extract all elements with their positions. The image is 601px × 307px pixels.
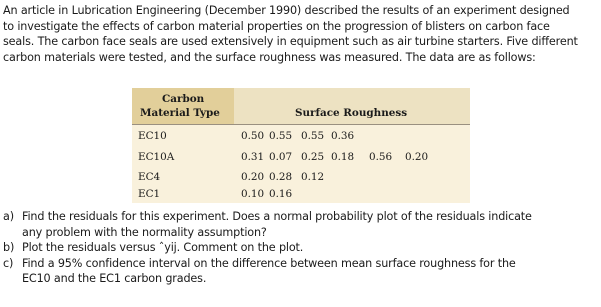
intro-line: to investigate the effects of carbon material properties on the progression of blisters on carbon face (3, 19, 550, 33)
question-text: Find a 95% confidence interval on the difference between mean surface roughness for the (22, 256, 516, 270)
table-cell: 0.18 (331, 151, 355, 163)
intro-line: carbon materials were tested, and the surface roughness was measured. The data are as follows: (3, 50, 536, 64)
question-label: a) (3, 210, 14, 223)
table-cell: 0.20 (241, 171, 265, 183)
questions-list (3, 209, 597, 287)
table-cell: 0.07 (269, 151, 293, 163)
table-cell: 0.20 (405, 151, 429, 163)
intro-line: An article in Lubrication Engineering (December 1990) described the results of an experiment designed (3, 4, 570, 17)
table-cell: 0.16 (269, 188, 293, 200)
question-a (3, 209, 597, 240)
question-label: b) (3, 241, 15, 255)
table-cell: 0.50 (241, 130, 265, 142)
question-c (3, 256, 597, 287)
row-label: EC10A (138, 151, 175, 163)
table-cell: 0.31 (241, 151, 265, 163)
question-text: any problem with the normality assumption? (22, 225, 267, 239)
question-text: Plot the residuals versus ˆyij. Comment on the plot. (22, 241, 304, 255)
table-header (132, 88, 470, 125)
problem-statement (3, 3, 597, 65)
table-cell: 0.28 (269, 171, 293, 183)
row-label: EC1 (138, 188, 161, 200)
row-label: EC4 (138, 171, 161, 183)
header-material-type: Material Type (140, 107, 220, 119)
table-cell: 0.36 (331, 130, 355, 142)
question-text: Find the residuals for this experiment. Does a normal probability plot of the residuals indicate (22, 210, 532, 223)
table-cell: 0.25 (301, 151, 325, 163)
question-text: EC10 and the EC1 carbon grades. (22, 272, 207, 286)
table-cell: 0.56 (369, 151, 393, 163)
table-cell: 0.55 (269, 130, 293, 142)
row-label: EC10 (138, 130, 167, 142)
header-surface-roughness: Surface Roughness (295, 107, 408, 119)
table-cell: 0.55 (301, 130, 325, 142)
question-label: c) (3, 256, 14, 270)
table-cell: 0.10 (241, 188, 265, 200)
question-b (3, 240, 597, 256)
header-carbon: Carbon (162, 93, 205, 105)
data-table (132, 88, 470, 203)
intro-line: seals. The carbon face seals are used extensively in equipment such as air turbine starters. Five different (3, 35, 578, 49)
table-cell: 0.12 (301, 171, 325, 183)
table-header-col1 (132, 88, 234, 124)
